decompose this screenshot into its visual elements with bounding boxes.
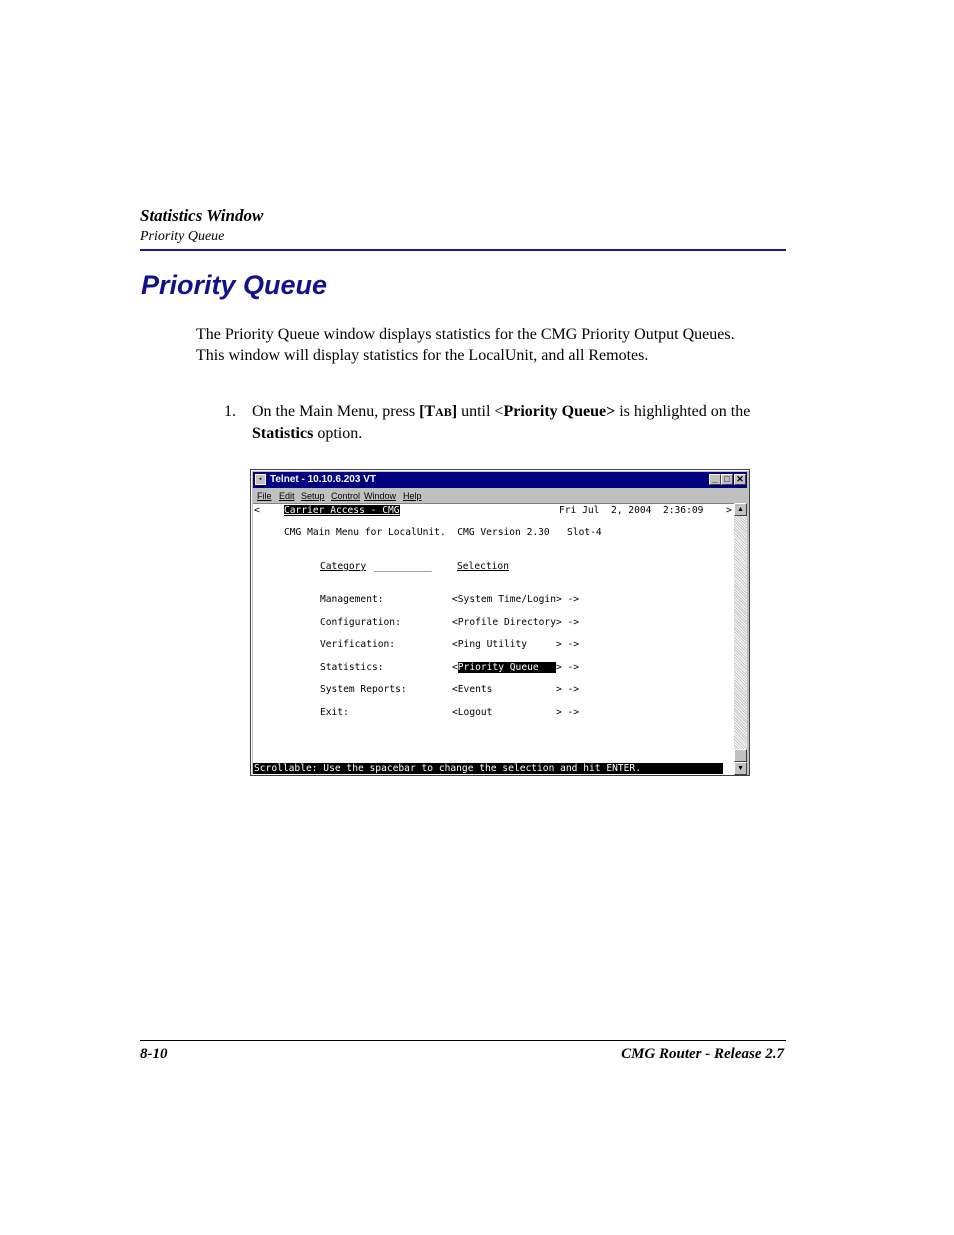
step-text (252, 401, 792, 444)
step-option: Statistics (252, 425, 314, 442)
intro-line-2: This window will display statistics for the LocalUnit, and all Remotes. (196, 347, 649, 364)
intro-line-1: The Priority Queue window displays statistics for the CMG Priority Output Queues. (196, 326, 735, 343)
step-text-2: until < (457, 403, 504, 420)
right-scroll-marker: > (726, 505, 732, 516)
telnet-window (250, 469, 750, 776)
menu-bar (255, 489, 745, 503)
footer-document-title: CMG Router - Release 2.7 (621, 1046, 784, 1062)
menu-control[interactable]: Control (331, 491, 361, 501)
footer-rule (140, 1040, 786, 1041)
selection-verification[interactable]: <Ping Utility > -> (452, 639, 580, 650)
category-header: Category (320, 561, 367, 572)
window-titlebar[interactable] (253, 472, 747, 488)
selection-header: Selection (457, 561, 509, 572)
category-system-reports: System Reports: (320, 684, 407, 695)
intro-paragraph (196, 324, 796, 366)
step-number: 1. (224, 403, 236, 420)
step-text-1: On the Main Menu, press (252, 403, 420, 420)
menu-setup[interactable]: Setup (301, 491, 325, 501)
terminal-banner: Carrier Access - CMG (284, 505, 400, 516)
tab-key: [TAB] (419, 403, 458, 420)
menu-help[interactable]: Help (403, 491, 422, 501)
menu-window[interactable]: Window (364, 491, 397, 501)
step-target: Priority Queue> (503, 403, 616, 420)
scroll-down-button[interactable]: ▼ (734, 762, 747, 775)
scroll-thumb[interactable] (734, 749, 747, 762)
selection-statistics[interactable] (452, 662, 579, 673)
main-menu-line: CMG Main Menu for LocalUnit. CMG Version 2.30 Slot-4 (284, 527, 602, 538)
minimize-button[interactable]: _ (709, 474, 721, 485)
page-title: Priority Queue (141, 270, 328, 300)
running-header-section: Statistics Window (140, 206, 264, 225)
footer-page-number: 8-10 (140, 1046, 168, 1062)
terminal-screen[interactable] (253, 503, 734, 775)
category-configuration: Configuration: (320, 617, 401, 628)
status-bar (253, 763, 723, 774)
category-header-underline: __________ (374, 561, 432, 572)
step-text-3: is highlighted on the (615, 403, 751, 420)
selection-statistics-highlight: Priority Queue (457, 662, 556, 673)
menu-edit[interactable]: Edit (279, 491, 295, 501)
category-statistics: Statistics: (320, 662, 384, 673)
selection-management[interactable]: <System Time/Login> -> (452, 594, 580, 605)
category-verification: Verification: (320, 639, 396, 650)
window-title: Telnet - 10.10.6.203 VT (270, 474, 376, 485)
running-header-subsection: Priority Queue (140, 229, 225, 244)
telnet-icon: ▪ (255, 474, 266, 485)
selection-statistics-open: < (452, 662, 458, 673)
vertical-scrollbar[interactable] (734, 503, 747, 775)
maximize-button[interactable]: □ (721, 474, 733, 485)
status-text: Scrollable: Use the spacebar to change the selection and hit ENTER. (254, 763, 641, 774)
terminal-datetime: Fri Jul 2, 2004 2:36:09 (559, 505, 704, 516)
left-scroll-marker: < (254, 505, 260, 516)
header-rule (140, 249, 786, 251)
scroll-up-button[interactable]: ▲ (734, 503, 747, 516)
category-exit: Exit: (320, 707, 349, 718)
menu-file[interactable]: File (257, 491, 272, 501)
selection-exit[interactable]: <Logout > -> (452, 707, 580, 718)
selection-system-reports[interactable]: <Events > -> (452, 684, 580, 695)
selection-configuration[interactable]: <Profile Directory> -> (452, 617, 580, 628)
close-button[interactable]: ✕ (734, 474, 746, 485)
category-management: Management: (320, 594, 384, 605)
selection-statistics-close: > -> (555, 662, 580, 673)
step-text-4: option. (313, 425, 363, 442)
